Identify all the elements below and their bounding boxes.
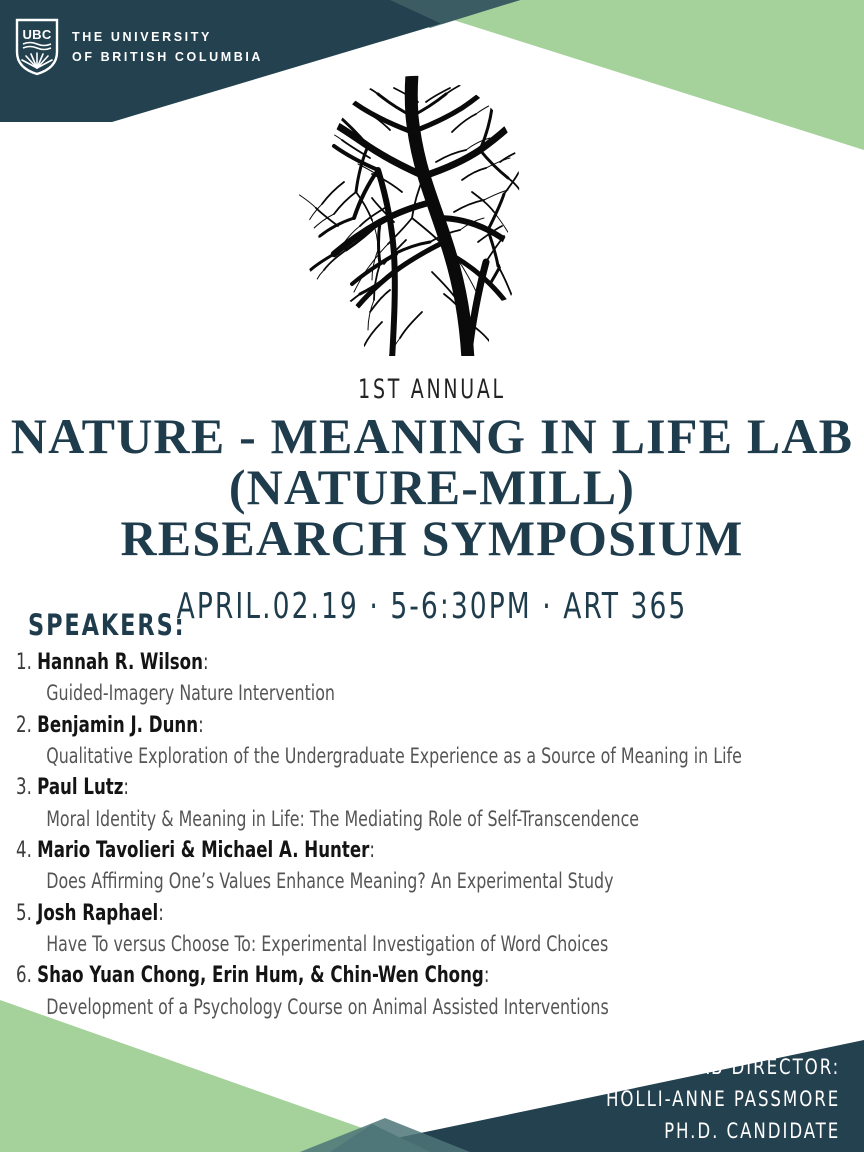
- list-item: [16, 772, 836, 834]
- speaker-topic: Moral Identity & Meaning in Life: The Mediating Role of Self-Transcendence: [46, 806, 640, 831]
- speaker-topic: Qualitative Exploration of the Undergraduate Experience as a Source of Meaning in Life: [46, 743, 742, 768]
- ubc-brand-line1: THE UNIVERSITY: [72, 30, 212, 45]
- speaker-colon: :: [483, 963, 490, 989]
- event-details: APRIL.02.19 · 5-6:30PM · ART 365: [176, 586, 688, 627]
- speaker-topic: Have To versus Choose To: Experimental Investigation of Word Choices: [46, 931, 609, 956]
- speaker-number: 3.: [16, 775, 32, 801]
- speaker-name-row: [16, 960, 705, 991]
- kicker-text: 1ST ANNUAL: [358, 374, 506, 405]
- list-item: [16, 835, 836, 897]
- speaker-number: 5.: [16, 900, 32, 926]
- ubc-brand-line2: OF BRITISH COLUMBIA: [72, 50, 264, 64]
- page-title-line2: (NATURE-MILL): [228, 459, 636, 515]
- footer-line2: HOLLI-ANNE PASSMORE: [605, 1086, 840, 1111]
- speaker-colon: :: [123, 775, 130, 801]
- speaker-number: 4.: [16, 838, 32, 864]
- speaker-name-row: [16, 647, 705, 678]
- speaker-name-row: [16, 898, 705, 929]
- speaker-name: Shao Yuan Chong, Erin Hum, & Chin-Wen Chong: [37, 963, 484, 989]
- footer-line1: LAB DIRECTOR:: [685, 1055, 840, 1079]
- speaker-name: Paul Lutz: [37, 775, 124, 801]
- page-title-line3: RESEARCH SYMPOSIUM: [120, 510, 744, 566]
- speaker-name: Mario Tavolieri & Michael A. Hunter: [37, 838, 370, 864]
- lab-director-credit: [574, 1052, 840, 1148]
- speaker-colon: :: [158, 900, 164, 926]
- speaker-number: 6.: [16, 963, 32, 989]
- speaker-name-row: [16, 835, 705, 866]
- speakers-section: [16, 608, 836, 1023]
- speaker-name-row: [16, 772, 705, 803]
- footer-line3: PH.D. CANDIDATE: [663, 1118, 840, 1143]
- head-profile-tree-silhouette-icon: [272, 72, 534, 360]
- speaker-topic: Development of a Psychology Course on Animal Assisted Interventions: [46, 994, 609, 1019]
- speaker-name-row: [16, 710, 705, 741]
- speaker-number: 1.: [16, 650, 32, 675]
- speaker-name: Josh Raphael: [37, 900, 159, 926]
- speaker-colon: :: [198, 712, 204, 738]
- list-item: [16, 898, 836, 960]
- title-block: [0, 374, 864, 627]
- speaker-topic: Guided-Imagery Nature Intervention: [46, 681, 335, 706]
- ubc-shield-crest-icon: [14, 18, 60, 76]
- speaker-name: Hannah R. Wilson: [37, 650, 203, 675]
- ubc-brand-lockup: [14, 18, 263, 76]
- page-title-line1: NATURE - MEANING IN LIFE LAB: [10, 408, 854, 464]
- speaker-colon: :: [202, 650, 209, 675]
- list-item: [16, 960, 836, 1022]
- speaker-colon: :: [369, 838, 375, 864]
- speaker-number: 2.: [16, 712, 32, 738]
- speakers-heading: SPEAKERS:: [28, 608, 186, 642]
- speaker-name: Benjamin J. Dunn: [37, 712, 199, 738]
- list-item: [16, 647, 836, 709]
- page-title: [0, 408, 864, 566]
- svg-text:UBC: UBC: [22, 27, 52, 42]
- speaker-topic: Does Affirming One’s Values Enhance Meaning? An Experimental Study: [46, 869, 614, 894]
- list-item: [16, 710, 836, 772]
